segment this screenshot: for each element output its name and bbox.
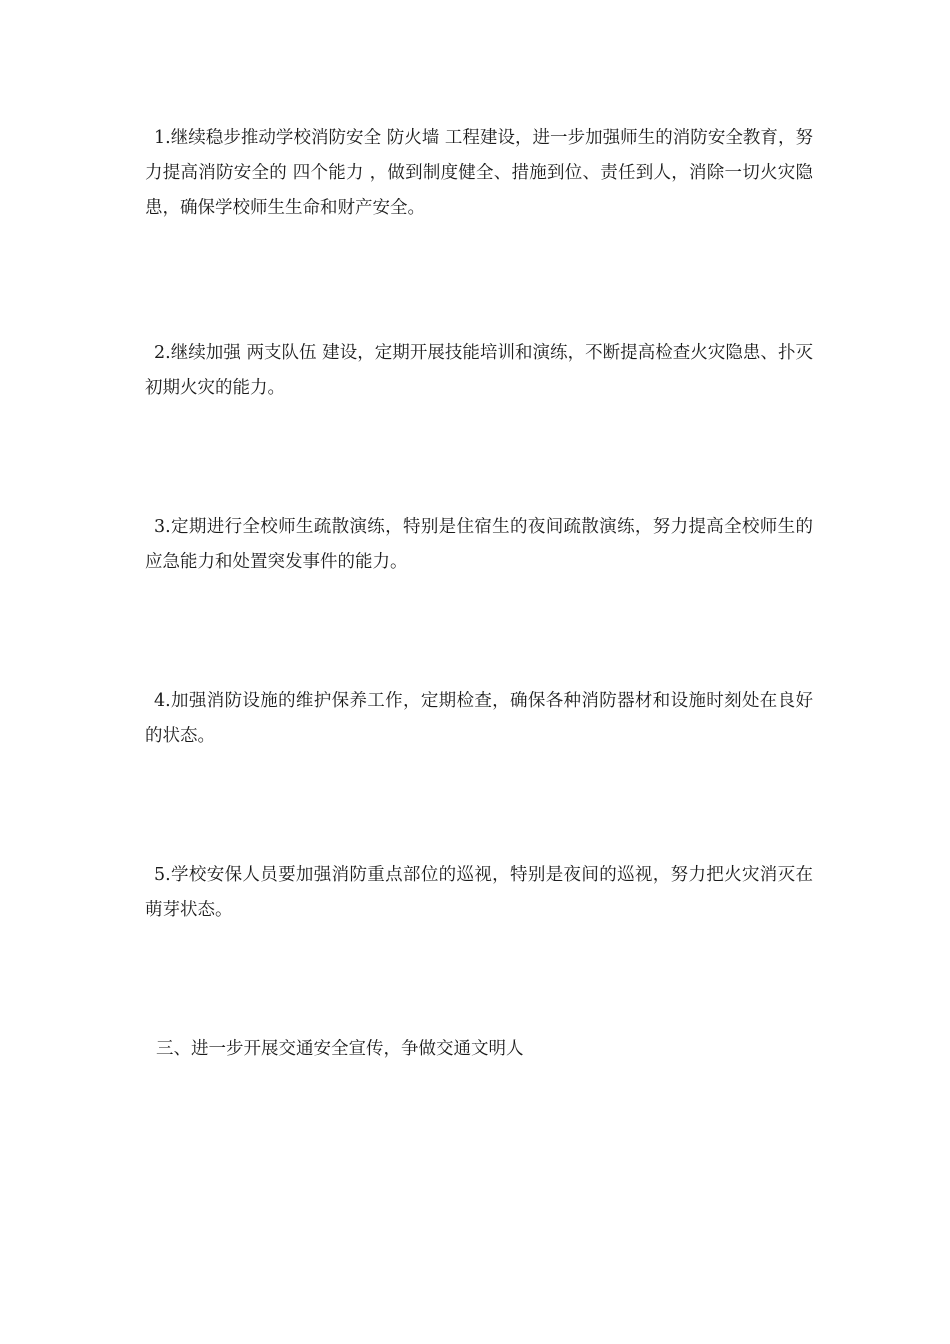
section-heading: 三、进一步开展交通安全宣传，争做交通文明人 xyxy=(156,1039,524,1059)
paragraph-item-5: 5.学校安保人员要加强消防重点部位的巡视，特别是夜间的巡视，努力把火灾消灭在萌芽状态。 xyxy=(145,865,813,920)
paragraph-item-3: 3.定期进行全校师生疏散演练，特别是住宿生的夜间疏散演练，努力提高全校师生的应急能力和处置突发事件的能力。 xyxy=(145,517,813,572)
paragraph-item-2: 2.继续加强 两支队伍 建设，定期开展技能培训和演练，不断提高检查火灾隐患、扑灭初期火灾的能力。 xyxy=(145,343,813,398)
paragraph-item-4: 4.加强消防设施的维护保养工作，定期检查，确保各种消防器材和设施时刻处在良好的状态。 xyxy=(145,691,813,746)
paragraph-item-1: 1.继续稳步推动学校消防安全 防火墙 工程建设，进一步加强师生的消防安全教育，努力提高消防安全的 四个能力 ，做到制度健全、措施到位、责任到人，消除一切火灾隐患，确保学校师生生命和财产安全。 xyxy=(145,128,813,218)
